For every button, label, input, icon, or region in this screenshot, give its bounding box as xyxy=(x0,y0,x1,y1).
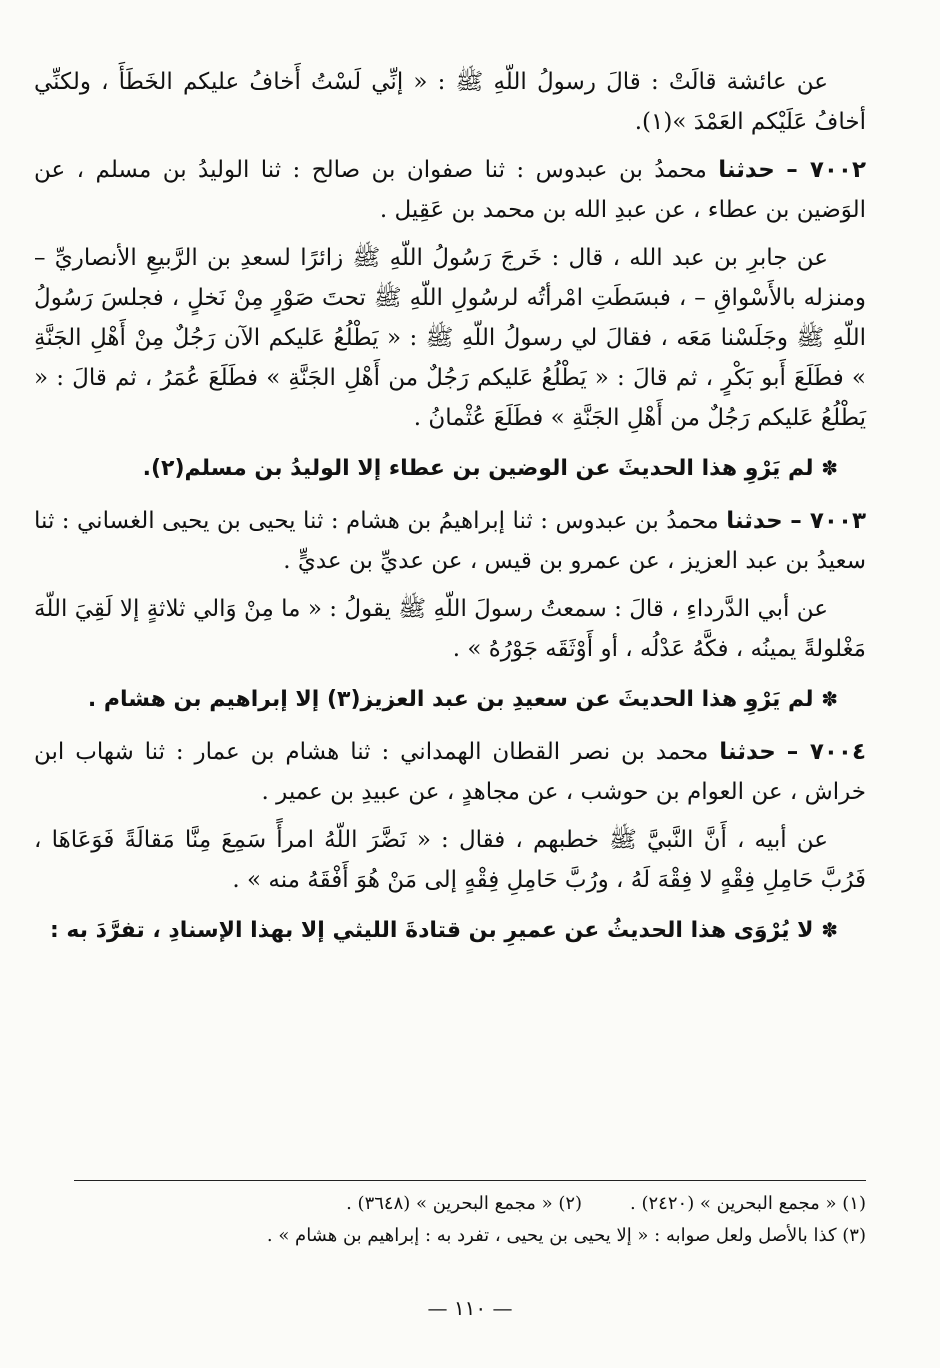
footnote-row xyxy=(34,1188,866,1220)
hadith-7004 xyxy=(34,732,866,812)
footnote-1: (١) « مجمع البحرين » (٢٤٢٠) . xyxy=(630,1193,866,1214)
star-icon: ✽ xyxy=(821,687,838,711)
hadith-7003 xyxy=(34,501,866,581)
editor-note-3 xyxy=(34,910,866,951)
footnote-2: (٢) « مجمع البحرين » (٣٦٤٨) . xyxy=(346,1193,583,1214)
editor-note-2 xyxy=(34,679,866,720)
page-number: — ١١٠ — xyxy=(427,1296,513,1320)
hadith-lead: حدثنا xyxy=(719,739,776,765)
editor-note-1 xyxy=(34,448,866,489)
paragraph-1: عن عائشة قالَتْ : قالَ رسولُ اللّهِ ﷺ : « إنِّي لَسْتُ أَخافُ عليكم الخَطَأَ ، ولكنِّي أخافُ عَلَيْكم العَمْدَ »(١). xyxy=(34,69,866,135)
hadith-chain: محمدُ بن عبدوس : ثنا إبراهيمُ بن هشام : ثنا يحيى بن يحيى الغساني : ثنا سعيدُ بن عبد العزيز ، عن عمرو بن قيس ، عن عديِّ بن عديٍّ . xyxy=(34,508,866,574)
footnote-divider xyxy=(74,1180,866,1181)
hadith-chain: محمد بن نصر القطان الهمداني : ثنا هشام بن عمار : ثنا شهاب ابن خراش ، عن العوام بن حوشب ، عن مجاهدٍ ، عن عبيدِ بن عمير . xyxy=(34,739,866,805)
note-text: لا يُرْوَى هذا الحديثُ عن عميرِ بن قتادةَ الليثي إلا بهذا الإسنادِ ، تفرَّدَ به : xyxy=(49,918,814,943)
paragraph-3: عن جابرِ بن عبد الله ، قال : خَرجَ رَسُولُ اللّهِ ﷺ زائرًا لسعدِ بن الرَّبيعِ الأنصاريِّ – ومنزله بالأَسْواقِ – ، فبسَطَتِ امْرأتُه لرسُولِ اللّهِ ﷺ تحتَ صَوْرٍ مِنْ نَخلٍ ، فجلسَ رَسُولُ اللّهِ ﷺ وجَلَسْنا مَعَه ، فقالَ لي رسولُ اللّهِ ﷺ : « يَطْلُعُ عَليكم الآن رَجُلٌ مِنْ أَهْلِ الجَنَّةِ » فطَلَعَ أَبو بَكْرٍ ، ثم قالَ : « يَطْلُعُ عَليكم رَجُلٌ من أَهْلِ الجَنَّةِ » فطَلَعَ عُمَرُ ، ثم قالَ : « يَطْلُعُ عَليكم رَجُلٌ من أَهْلِ الجَنَّةِ » فطَلَعَ عُثْمانُ . xyxy=(34,245,866,431)
paragraph-6: عن أبي الدَّرداءِ ، قالَ : سمعتُ رسولَ اللّهِ ﷺ يقولُ : « ما مِنْ وَالي ثلاثةٍ إلا لَقِيَ اللّهَ مَغْلولةً يمينُه ، فكَّهُ عَدْلُه ، أو أَوْثَقَه جَوْرُهُ » . xyxy=(34,596,866,662)
hadith-number: ٧٠٠٢ – xyxy=(786,157,867,183)
footnote-3: (٣) كذا بالأصل ولعل صوابه : « إلا يحيى بن يحيى ، تفرد به : إبراهيم بن هشام » . xyxy=(266,1225,866,1246)
page-body xyxy=(34,62,866,963)
star-icon: ✽ xyxy=(821,918,838,942)
note-text: لم يَرْوِ هذا الحديثَ عن سعيدِ بن عبد العزيز(٣) إلا إبراهيم بن هشام . xyxy=(87,687,814,712)
paragraph-9: عن أبيه ، أَنَّ النَّبيَّ ﷺ خطبهم ، فقال : « نَضَّرَ اللّهُ امرأً سَمِعَ مِنَّا مَقالَةً فَوَعَاهَا ، فَرُبَّ حَامِلِ فِقْهٍ لا فِقْهَ لَهُ ، ورُبَّ حَامِلِ فِقْهٍ إلى مَنْ هُوَ أَفْقَهُ منه » . xyxy=(34,827,866,893)
hadith-number: ٧٠٠٣ – xyxy=(790,508,867,534)
note-text: لم يَرْوِ هذا الحديثَ عن الوضين بن عطاء إلا الوليدُ بن مسلم(٢). xyxy=(142,456,814,481)
hadith-lead: حدثنا xyxy=(718,157,775,183)
star-icon: ✽ xyxy=(821,456,838,480)
hadith-chain: محمدُ بن عبدوس : ثنا صفوان بن صالح : ثنا الوليدُ بن مسلم ، عن الوَضين بن عطاء ، عن عبدِ الله بن محمد بن عَقِيل . xyxy=(34,157,866,223)
hadith-lead: حدثنا xyxy=(726,508,783,534)
footnotes xyxy=(34,1188,866,1252)
hadith-7002 xyxy=(34,150,866,230)
hadith-number: ٧٠٠٤ – xyxy=(786,739,867,765)
